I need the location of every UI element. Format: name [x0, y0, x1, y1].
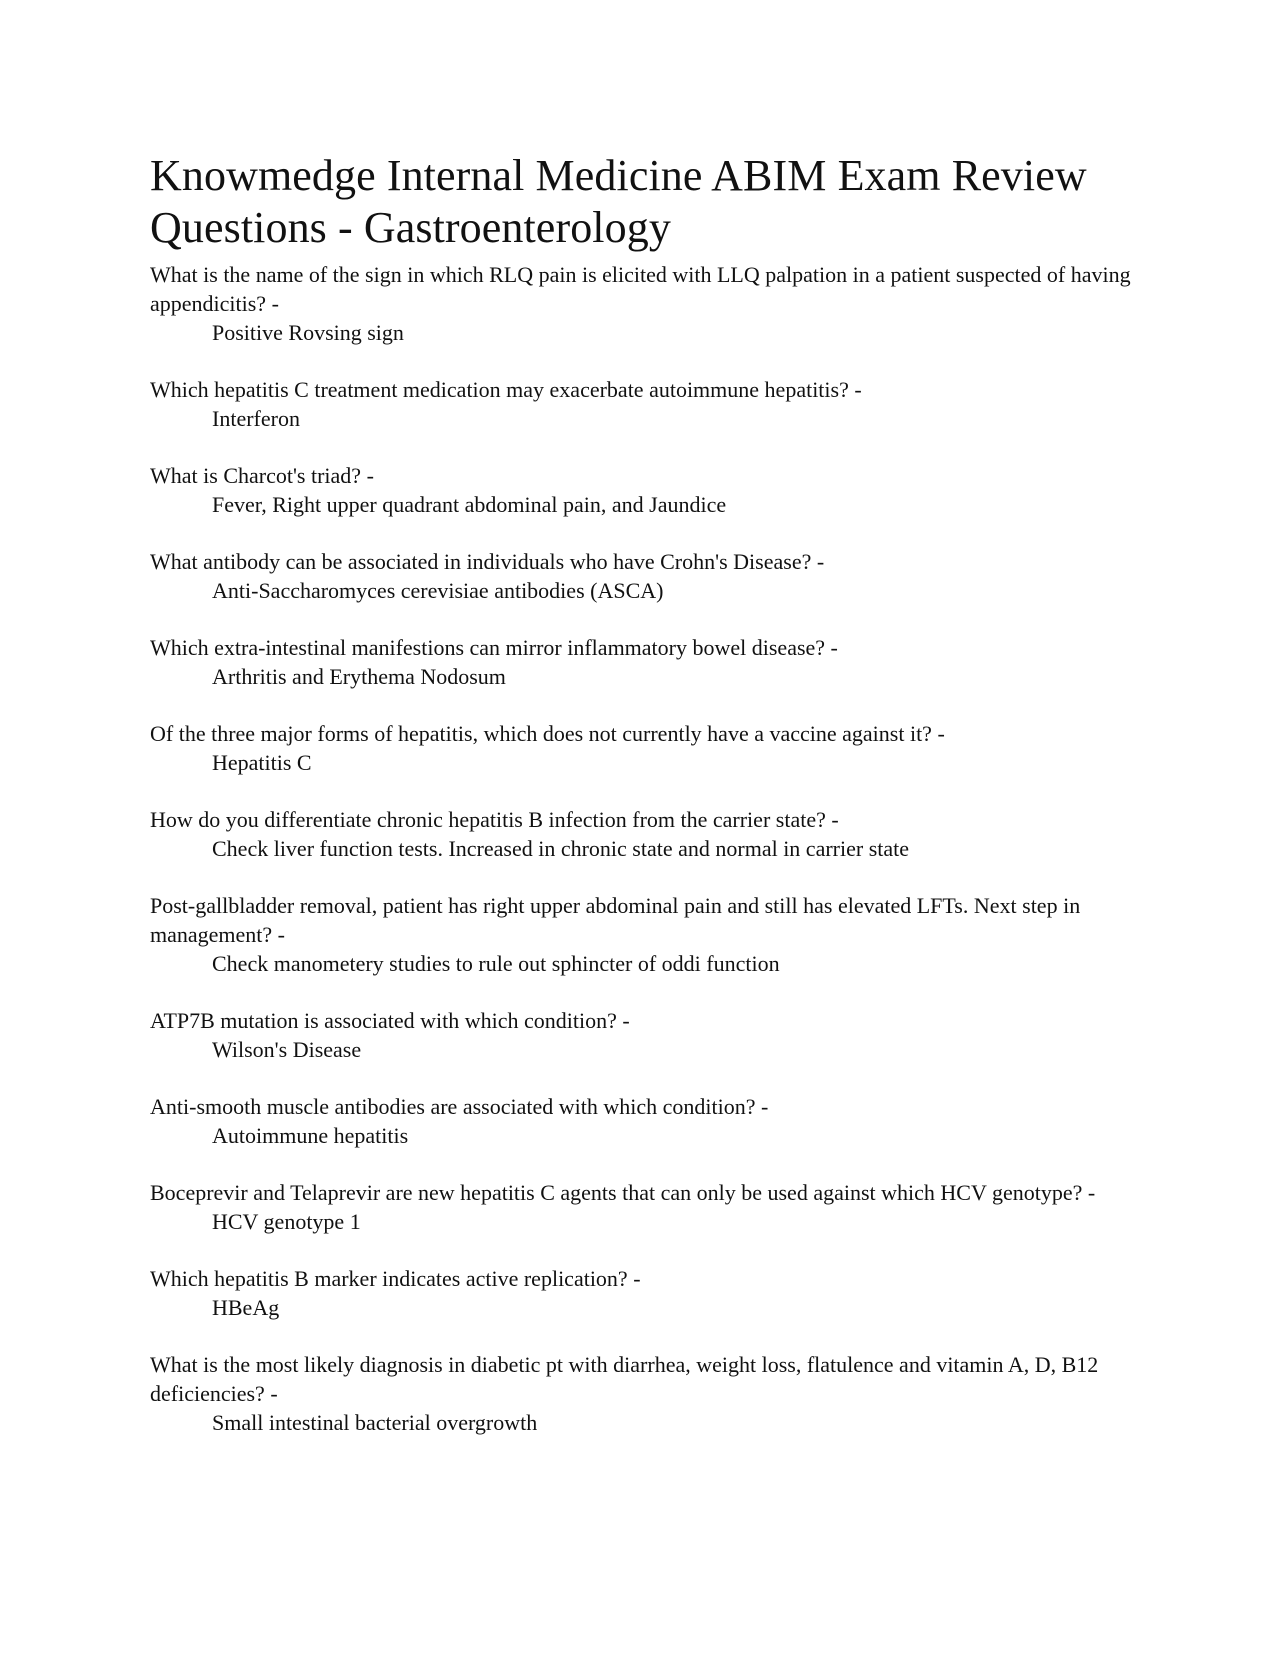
qa-item — [150, 633, 1140, 691]
page-title: Knowmedge Internal Medicine ABIM Exam Review Questions - Gastroenterology — [150, 151, 1087, 252]
question-text: Anti-smooth muscle antibodies are associated with which condition? - — [150, 1094, 769, 1119]
question-text: Boceprevir and Telaprevir are new hepatitis C agents that can only be used against which HCV genotype? - — [150, 1180, 1096, 1205]
question-text: Of the three major forms of hepatitis, which does not currently have a vaccine against it? - — [150, 721, 945, 746]
qa-list — [150, 260, 1140, 1437]
question-text: Post-gallbladder removal, patient has right upper abdominal pain and still has elevated LFTs. Next step in management? - — [150, 893, 1081, 947]
answer-text: Arthritis and Erythema Nodosum — [212, 664, 506, 689]
answer-text: Check manometery studies to rule out sphincter of oddi function — [212, 951, 780, 976]
qa-item — [150, 1350, 1140, 1437]
question-text: What is Charcot's triad? - — [150, 463, 374, 488]
question-text: Which hepatitis B marker indicates active replication? - — [150, 1266, 641, 1291]
question-text: What is the name of the sign in which RLQ pain is elicited with LLQ palpation in a patient suspected of having appendicitis? - — [150, 262, 1131, 316]
qa-item — [150, 891, 1140, 978]
answer-text: HBeAg — [212, 1295, 280, 1320]
question-text: How do you differentiate chronic hepatitis B infection from the carrier state? - — [150, 807, 839, 832]
answer-text: Fever, Right upper quadrant abdominal pain, and Jaundice — [212, 492, 727, 517]
question-text: What antibody can be associated in individuals who have Crohn's Disease? - — [150, 549, 825, 574]
answer-text: HCV genotype 1 — [212, 1209, 361, 1234]
qa-item — [150, 719, 1140, 777]
answer-text: Autoimmune hepatitis — [212, 1123, 409, 1148]
qa-item — [150, 1178, 1140, 1236]
qa-item — [150, 461, 1140, 519]
answer-text: Wilson's Disease — [212, 1037, 362, 1062]
answer-text: Small intestinal bacterial overgrowth — [212, 1410, 538, 1435]
answer-text: Anti-Saccharomyces cerevisiae antibodies (ASCA) — [212, 578, 664, 603]
document-page — [150, 150, 1140, 1465]
qa-item — [150, 1006, 1140, 1064]
answer-text: Hepatitis C — [212, 750, 312, 775]
qa-item — [150, 1092, 1140, 1150]
answer-text: Interferon — [212, 406, 300, 431]
answer-text: Positive Rovsing sign — [212, 320, 404, 345]
qa-item — [150, 1264, 1140, 1322]
question-text: Which extra-intestinal manifestions can mirror inflammatory bowel disease? - — [150, 635, 838, 660]
answer-text: Check liver function tests. Increased in chronic state and normal in carrier state — [212, 836, 910, 861]
qa-item — [150, 375, 1140, 433]
question-text: Which hepatitis C treatment medication may exacerbate autoimmune hepatitis? - — [150, 377, 862, 402]
qa-item — [150, 547, 1140, 605]
qa-item — [150, 260, 1140, 347]
question-text: What is the most likely diagnosis in diabetic pt with diarrhea, weight loss, flatulence and vitamin A, D, B12 deficiencies? - — [150, 1352, 1099, 1406]
qa-item — [150, 805, 1140, 863]
question-text: ATP7B mutation is associated with which condition? - — [150, 1008, 630, 1033]
